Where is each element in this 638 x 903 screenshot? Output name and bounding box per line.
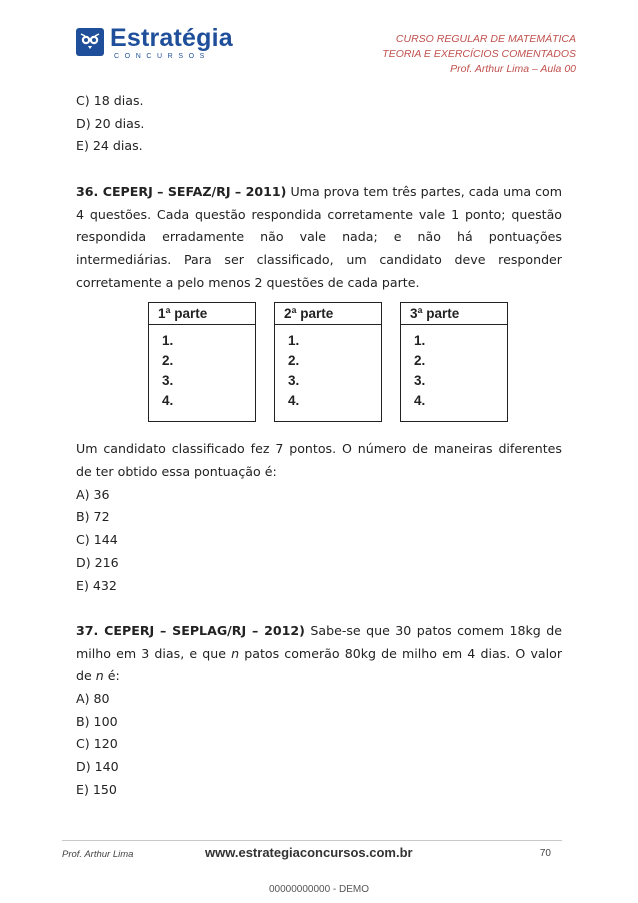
part-1-item: 2. [162, 353, 174, 369]
logo-wordmark: Estratégia [110, 24, 233, 52]
footer-divider [62, 840, 562, 841]
estrategia-logo [76, 26, 236, 66]
footer-author: Prof. Arthur Lima [62, 849, 134, 860]
part-3-title: 3ª parte [401, 303, 507, 325]
part-2-item: 2. [288, 353, 300, 369]
part-3-item: 4. [414, 393, 426, 409]
course-subtitle: TEORIA E EXERCÍCIOS COMENTADOS [382, 48, 576, 60]
part-2-item: 1. [288, 333, 300, 349]
part-1-title: 1ª parte [149, 303, 255, 325]
q36-option-b: B) 72 [76, 509, 110, 525]
footer-website-link[interactable]: www.estrategiaconcursos.com.br [205, 845, 413, 860]
part-3-item: 2. [414, 353, 426, 369]
owl-logo-icon [76, 28, 104, 56]
q36-option-d: D) 216 [76, 554, 119, 570]
logo-subtext: CONCURSOS [114, 53, 210, 60]
question-36-text: Um candidato classificado fez 7 pontos. O número de maneiras diferentes de ter obtido essa pontuação é: [76, 441, 562, 480]
q37-option-e: E) 150 [76, 781, 117, 797]
part-1-item: 4. [162, 393, 174, 409]
q37-option-d: D) 140 [76, 759, 119, 775]
part-2-table [274, 302, 382, 422]
course-title: CURSO REGULAR DE MATEMÁTICA [395, 33, 576, 45]
course-header [382, 32, 576, 77]
prev-option-d: D) 20 dias. [76, 115, 145, 131]
q37-option-a: A) 80 [76, 691, 110, 707]
question-37-label: 37. CEPERJ – SEPLAG/RJ – 2012) [76, 622, 305, 638]
page-content [76, 90, 562, 802]
variable-n: n [231, 645, 240, 661]
question-36-label: 36. CEPERJ – SEFAZ/RJ – 2011) [76, 183, 287, 199]
part-2-item: 4. [288, 393, 300, 409]
demo-watermark: 00000000000 - DEMO [268, 884, 370, 895]
q36-option-c: C) 144 [76, 532, 118, 548]
question-37 [76, 620, 562, 688]
question-37-statement-c: é: [103, 668, 120, 684]
part-1-table [148, 302, 256, 422]
question-36 [76, 181, 562, 295]
question-36-prompt [76, 438, 562, 483]
part-3-table [400, 302, 508, 422]
prev-option-c: C) 18 dias. [76, 93, 144, 108]
part-3-item: 1. [414, 333, 426, 349]
q36-option-a: A) 36 [76, 486, 110, 502]
part-1-item: 1. [162, 333, 174, 349]
part-3-item: 3. [414, 373, 426, 389]
page-number: 70 [539, 848, 551, 859]
professor-lesson: Prof. Arthur Lima – Aula 00 [450, 63, 576, 75]
prev-option-e: E) 24 dias. [76, 138, 143, 154]
q36-option-e: E) 432 [76, 577, 117, 593]
part-2-title: 2ª parte [275, 303, 381, 325]
variable-n: n [95, 668, 104, 684]
question-36-statement: Uma prova tem três partes, cada uma com 4 questões. Cada questão respondida corretamente vale 1 ponto; questão respondida erradamente não vale nada; e não há pontuações intermediárias. Para ser classificado, um candidato deve responder corretamente a pelo menos 2 questões de cada parte. [76, 183, 562, 290]
part-2-item: 3. [288, 373, 300, 389]
q37-option-c: C) 120 [76, 736, 118, 752]
parts-figure [76, 302, 562, 438]
q37-option-b: B) 100 [76, 713, 118, 729]
question-37-statement-a: Sabe-se que 30 patos comem 18kg de milho em 3 dias, e que [76, 622, 562, 661]
part-1-item: 3. [162, 373, 174, 389]
question-37-statement-b: patos comerão 80kg de milho em 4 dias. O valor de [76, 645, 562, 684]
